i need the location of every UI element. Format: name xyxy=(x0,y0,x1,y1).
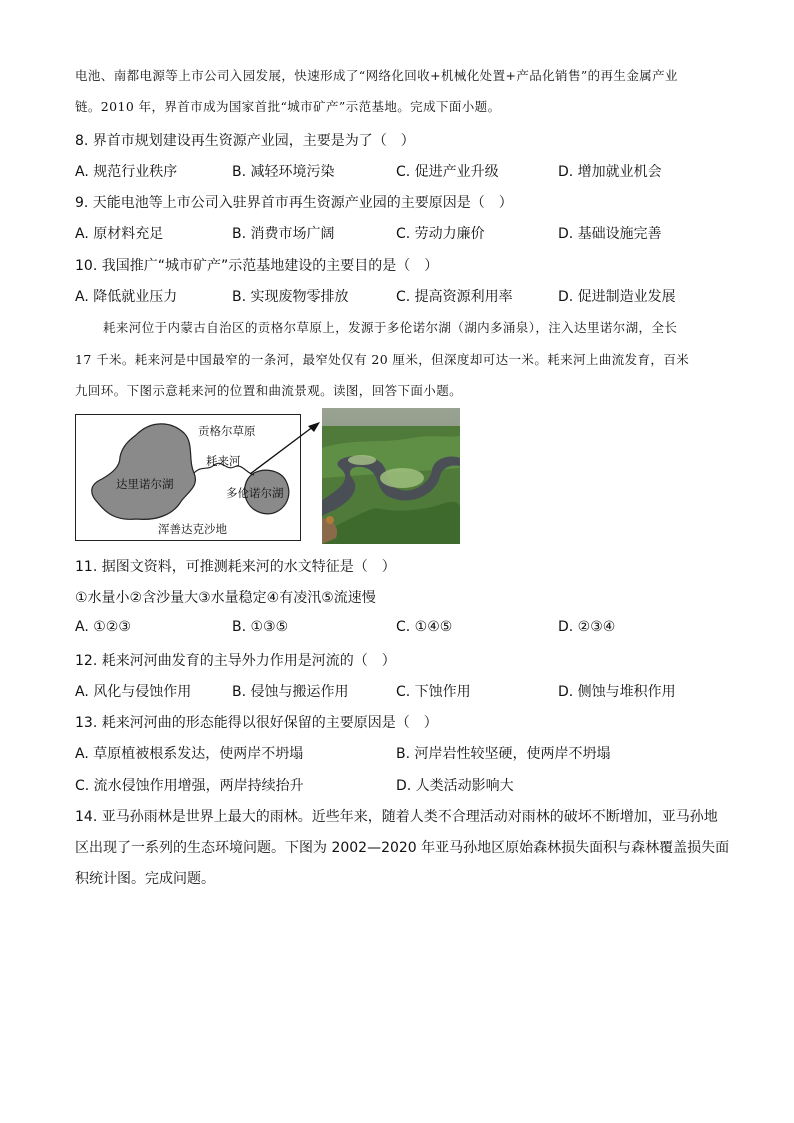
map-label-grassland: 贡格尔草原 xyxy=(198,424,256,438)
intro-line-2: 链。2010 年，界首市成为国家首批“城市矿产”示范基地。完成下面小题。 xyxy=(75,99,501,114)
map-label-desert: 浑善达克沙地 xyxy=(158,522,227,536)
q12-option-a: A. 风化与侵蚀作用 xyxy=(75,684,192,700)
q13-option-b: B. 河岸岩性较坚硬，使两岸不坍塌 xyxy=(396,746,611,762)
q9-option-b: B. 消费市场广阔 xyxy=(232,226,335,242)
meander-landscape-photo xyxy=(322,408,460,544)
q12-option-d: D. 侧蚀与堆积作用 xyxy=(558,684,676,700)
q8-option-b: B. 减轻环境污染 xyxy=(232,164,335,180)
q11-option-d: D. ②③④ xyxy=(558,619,616,635)
pointer-arrow xyxy=(248,418,324,478)
question-14-line-3: 积统计图。完成问题。 xyxy=(75,871,215,887)
q10-option-d: D. 促进制造业发展 xyxy=(558,289,676,305)
q8-option-a: A. 规范行业秩序 xyxy=(75,164,178,180)
question-9-stem: 9. 天能电池等上市公司入驻界首市再生资源产业园的主要原因是（ ） xyxy=(75,195,513,211)
q13-option-a: A. 草原植被根系发达，使两岸不坍塌 xyxy=(75,746,304,762)
question-13-stem: 13. 耗来河河曲的形态能得以很好保留的主要原因是（ ） xyxy=(75,715,438,731)
q11-option-a: A. ①②③ xyxy=(75,619,131,635)
q9-option-d: D. 基础设施完善 xyxy=(558,226,662,242)
q9-option-c: C. 劳动力廉价 xyxy=(396,226,485,242)
question-12-stem: 12. 耗来河河曲发育的主导外力作用是河流的（ ） xyxy=(75,653,396,669)
question-11-stem: 11. 据图文资料，可推测耗来河的水文特征是（ ） xyxy=(75,559,396,575)
q9-option-a: A. 原材料充足 xyxy=(75,226,164,242)
river-intro-line-1: 耗来河位于内蒙古自治区的贡格尔草原上，发源于多伦诺尔湖（湖内多涌泉），注入达里诺尔湖，全长 xyxy=(103,320,678,335)
river-intro-line-3: 九回环。下图示意耗来河的位置和曲流景观。读图，回答下面小题。 xyxy=(75,383,463,398)
q11-option-b: B. ①③⑤ xyxy=(232,619,289,635)
q10-option-c: C. 提高资源利用率 xyxy=(396,289,513,305)
intro-line-1: 电池、南都电源等上市公司入园发展，快速形成了“网络化回收+机械化处置+产品化销售”的再生金属产业 xyxy=(75,68,678,83)
q12-option-b: B. 侵蚀与搬运作用 xyxy=(232,684,349,700)
q13-option-d: D. 人类活动影响大 xyxy=(396,778,514,794)
q8-option-c: C. 促进产业升级 xyxy=(396,164,499,180)
dali-nur-lake-shape xyxy=(92,424,196,520)
q12-option-c: C. 下蚀作用 xyxy=(396,684,471,700)
question-8-stem: 8. 界首市规划建设再生资源产业园，主要是为了（ ） xyxy=(75,133,415,149)
map-label-dali-nur: 达里诺尔湖 xyxy=(116,477,174,491)
map-label-river: 耗来河 xyxy=(206,454,241,468)
question-14-line-2: 区出现了一系列的生态环境问题。下图为 2002—2020 年亚马孙地区原始森林损失面积与森林覆盖损失面 xyxy=(75,840,730,856)
q13-option-c: C. 流水侵蚀作用增强，两岸持续抬升 xyxy=(75,778,304,794)
q8-option-d: D. 增加就业机会 xyxy=(558,164,662,180)
question-10-stem: 10. 我国推广“城市矿产”示范基地建设的主要目的是（ ） xyxy=(75,258,439,274)
question-11-choices: ①水量小②含沙量大③水量稳定④有凌汛⑤流速慢 xyxy=(75,590,376,606)
q11-option-c: C. ①④⑤ xyxy=(396,619,453,635)
question-14-line-1: 14. 亚马孙雨林是世界上最大的雨林。近些年来，随着人类不合理活动对雨林的破坏不断增加，亚马孙地 xyxy=(75,809,718,825)
map-label-duolun-nur: 多伦诺尔湖 xyxy=(226,486,284,500)
river-intro-line-2: 17 千米。耗来河是中国最窄的一条河，最窄处仅有 20 厘米，但深度却可达一米。耗来河上曲流发育，百米 xyxy=(75,352,690,367)
q10-option-a: A. 降低就业压力 xyxy=(75,289,178,305)
q10-option-b: B. 实现废物零排放 xyxy=(232,289,349,305)
